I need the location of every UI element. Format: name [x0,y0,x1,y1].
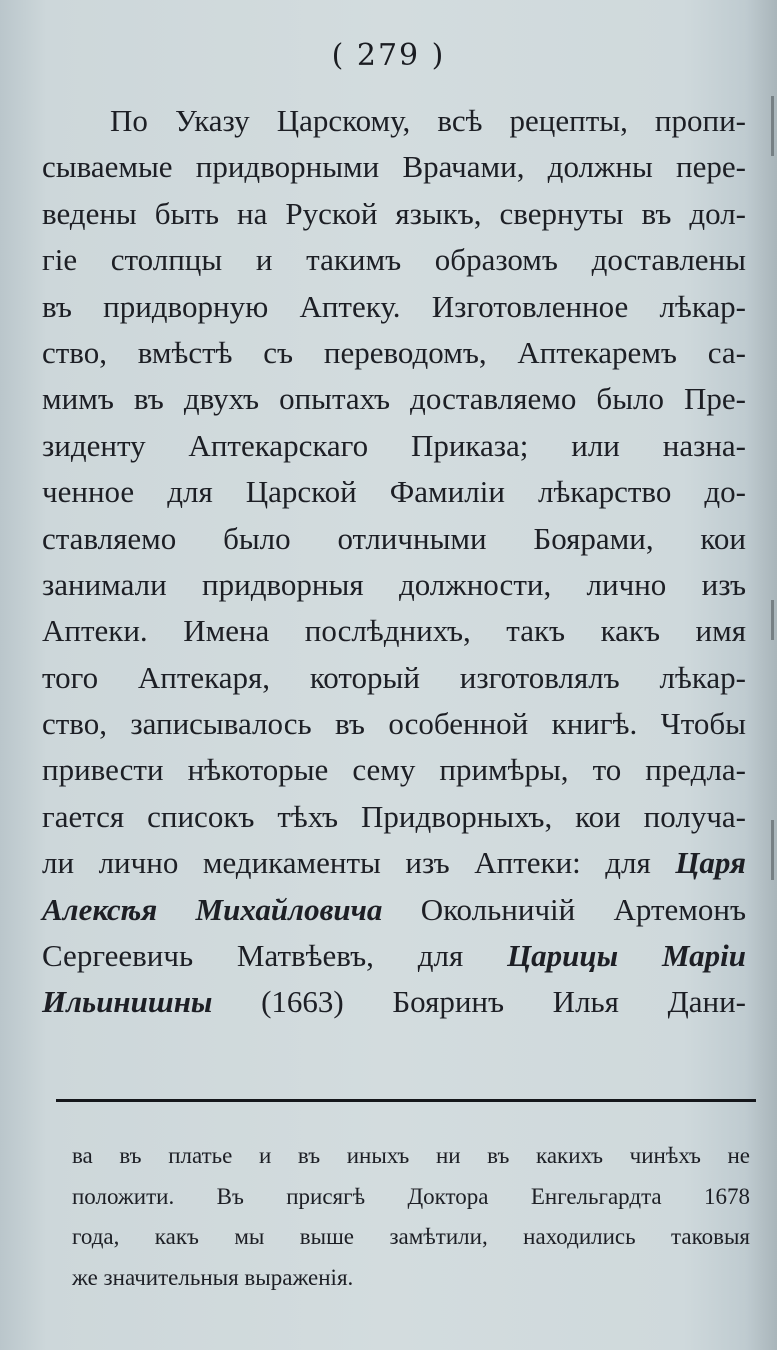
text-line: того Аптекаря, который изготовлялъ лѣкар- [42,659,746,695]
text-line: гіе столпцы и такимъ образомъ доставлены [42,242,746,278]
text-line-mixed [42,979,746,1025]
main-text [42,98,746,1026]
page-edge-mark [771,600,774,640]
text-line-mixed [42,933,746,979]
text-line: занимали придворныя должности, лично изъ [42,566,746,602]
text-line-mixed [42,840,746,886]
page-edge-mark [771,820,774,880]
text-line: По Указу Царскому, всѣ рецепты, пропи- [110,103,746,138]
italic-name: Царицы Маріи [507,938,746,974]
text-line: зиденту Аптекарскаго Приказа; или назна- [42,427,746,463]
text-line: сываемые придворными Врачами, должны пере- [42,149,746,185]
text-fragment: Сергеевичь Матвѣевъ, для [42,938,464,974]
text-line: ство, вмѣстѣ съ переводомъ, Аптекаремъ са- [42,334,746,370]
footnote [72,1136,750,1298]
text-line: ченное для Царской Фамиліи лѣкарство до- [42,474,746,510]
text-line: мимъ въ двухъ опытахъ доставляемо было Пре- [42,381,746,417]
text-fragment: (1663) Бояринъ Илья Дани- [261,984,746,1020]
italic-name: Ильинишны [42,984,213,1020]
footnote-line: года, какъ мы выше замѣтили, находились таковыя [72,1224,750,1249]
italic-name: Алексѣя Михайловича [42,891,383,927]
page-number: ( 279 ) [331,38,446,73]
footnote-line: положити. Въ присягѣ Доктора Енгельгардта 1678 [72,1183,750,1209]
text-fragment: Окольничій Артемонъ [420,891,746,927]
text-line: въ придворную Аптеку. Изготовленное лѣкар- [42,288,746,324]
text-line: привести нѣкоторые сему примѣры, то предла- [42,752,746,788]
footnote-separator-rule [56,1099,756,1102]
text-fragment: ли лично медикаменты изъ Аптеки: для [42,845,651,881]
text-line: ство, записывалось въ особенной книгѣ. Чтобы [42,706,746,742]
italic-name: Царя [675,845,746,881]
text-line: ведены быть на Руской языкъ, свернуты въ дол- [42,195,746,231]
text-line-mixed [42,887,746,933]
text-line: ставляемо было отличными Боярами, кои [42,520,746,556]
text-line: гается списокъ тѣхъ Придворныхъ, кои получа- [42,798,746,834]
footnote-line: ва въ платье и въ иныхъ ни въ какихъ чинѣхъ не [72,1143,750,1168]
footnote-line: же значительныя выраженія. [72,1264,354,1290]
page-edge-mark [771,96,774,156]
text-line: Аптеки. Имена послѣднихъ, такъ какъ имя [42,613,746,649]
